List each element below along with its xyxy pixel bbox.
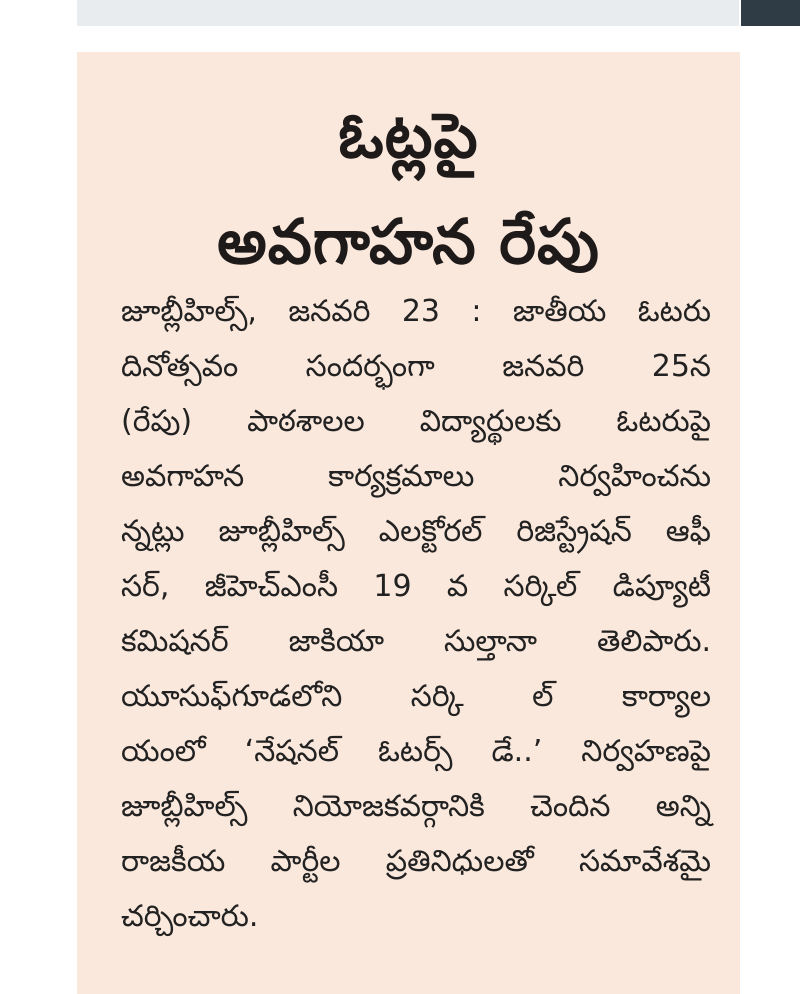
- top-bar: [77, 0, 739, 26]
- news-clipping: [77, 52, 740, 994]
- body-line: న్నట్లు జూబ్లీహిల్స్ ఎలక్టోరల్ రిజిస్ట్రేషన్ ఆఫీ: [121, 514, 711, 549]
- body-line: జూబ్లీహిల్స్ నియోజకవర్గానికి చెందిన అన్ని: [121, 789, 711, 824]
- body-line: అవగాహన కార్యక్రమాలు నిర్వహించను: [121, 459, 711, 494]
- body-line: దినోత్సవం సందర్భంగా జనవరి 25న: [121, 349, 711, 384]
- body-line: యంలో ‘నేషనల్ ఓటర్స్ డే..’ నిర్వహణపై: [121, 734, 711, 769]
- headline-line-2: అవగాహన రేపు: [217, 205, 600, 278]
- top-right-block: [741, 0, 800, 26]
- body-line: రాజకీయ పార్టీల ప్రతినిధులతో సమావేశమై: [121, 844, 711, 879]
- body-line: (రేపు) పాఠశాలల విద్యార్థులకు ఓటరుపై: [121, 404, 711, 439]
- body-line: యూసుఫ్‌గూడలోని సర్కి ల్ కార్యాల: [121, 679, 711, 714]
- body-line: చర్చించారు.: [121, 899, 259, 934]
- body-line: సర్, జీహెచ్ఎంసీ 19 వ సర్కిల్ డిప్యూటీ: [121, 569, 711, 604]
- article-body: [121, 284, 711, 944]
- body-line: జూబ్లీహిల్స్, జనవరి 23 : జాతీయ ఓటరు: [121, 294, 711, 329]
- headline-line-1: ఓట్లపై: [338, 99, 479, 172]
- body-line: కమిషనర్ జాకియా సుల్తానా తెలిపారు.: [121, 624, 711, 659]
